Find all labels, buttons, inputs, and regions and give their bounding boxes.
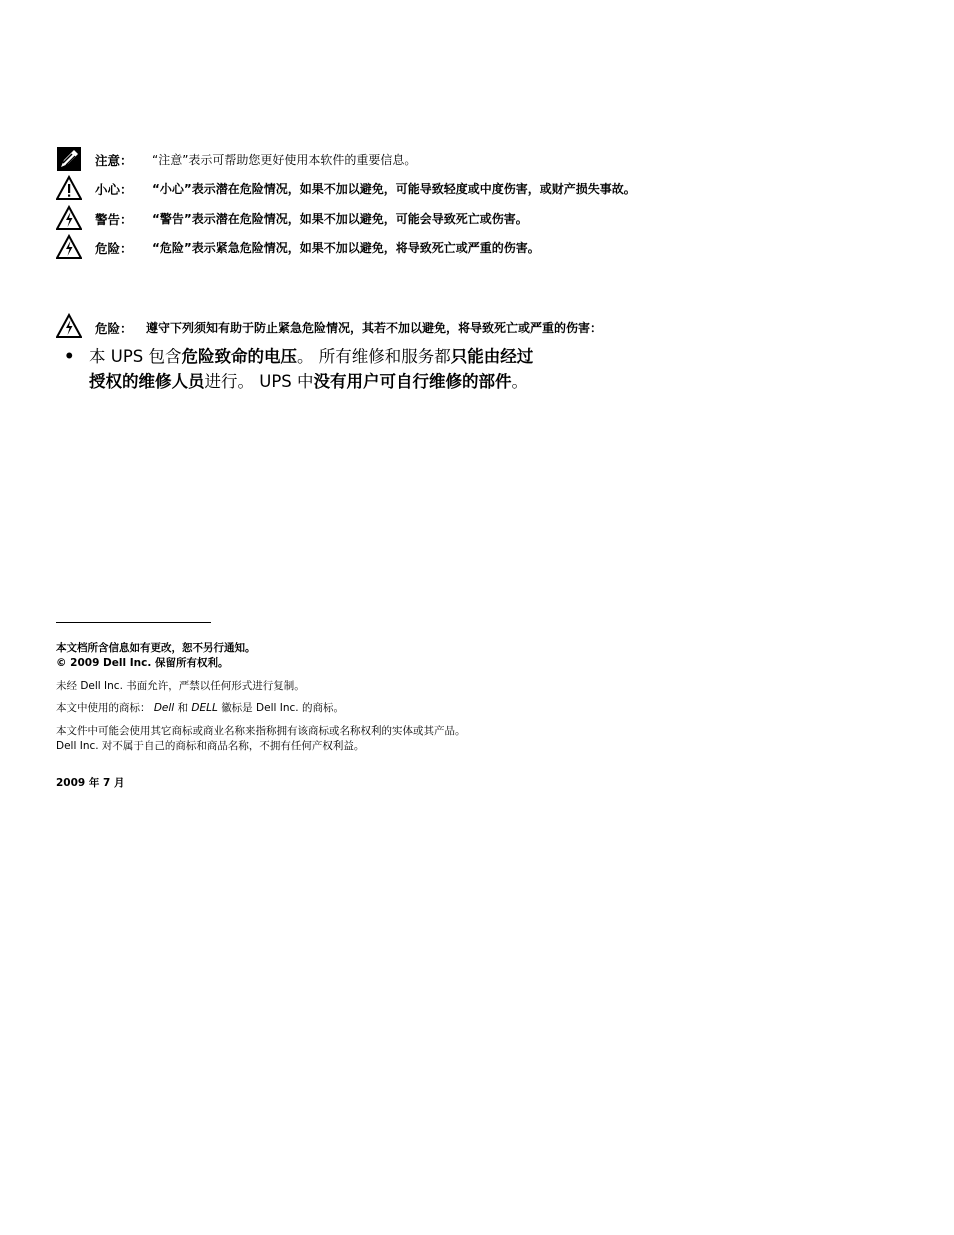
note-notice (56, 146, 936, 172)
bullet-line1-d: 只能由经过 (450, 347, 534, 366)
danger-notice (56, 234, 936, 260)
warning-label: 警告： (95, 212, 133, 227)
danger-safety-block (56, 313, 936, 341)
caution-text: “小心”表示潜在危险情况，如果不加以避免，可能导致轻度或中度伤害，或财产损失事故。 (152, 182, 636, 196)
warning-text: “警告”表示潜在危险情况，如果不加以避免，可能会导致死亡或伤害。 (152, 212, 528, 226)
footer-reproduction: 未经 Dell Inc. 书面允许，严禁以任何形式进行复制。 (56, 680, 305, 692)
danger-block-text: 遵守下列须知有助于防止紧急危险情况，其若不加以避免，将导致死亡或严重的伤害： (146, 321, 603, 335)
bullet-line1-b: 危险致命的电压 (181, 347, 297, 366)
danger-lightning-icon (56, 234, 82, 260)
trademark-dell: Dell (153, 702, 175, 714)
trademark-owner: 徽标是 Dell Inc. 的商标。 (221, 702, 344, 714)
caution-notice (56, 175, 936, 201)
bullet-text (89, 344, 533, 394)
footer-trademarks (56, 700, 344, 715)
footer-other-trademarks: 本文件中可能会使用其它商标或商业名称来指称拥有该商标或名称权利的实体或其产品。 (56, 725, 466, 737)
trademark-dell-logo: DELL (191, 702, 218, 714)
note-text: “注意”表示可帮助您更好使用本软件的重要信息。 (152, 153, 417, 167)
pencil-note-icon (56, 146, 82, 172)
trademark-and: 和 (177, 702, 189, 714)
danger-text: “危险”表示紧急危险情况，如果不加以避免，将导致死亡或严重的伤害。 (152, 241, 540, 255)
bullet-line2-b: 进行。 UPS 中 (204, 372, 314, 391)
caution-triangle-icon (56, 175, 82, 201)
footer-disclaimer: Dell Inc. 对不属于自己的商标和商品名称，不拥有任何产权利益。 (56, 740, 365, 752)
bullet-symbol: • (64, 347, 75, 366)
note-label: 注意： (95, 153, 133, 168)
bullet-line2-d: 。 (511, 372, 528, 391)
warning-lightning-icon (56, 205, 82, 231)
caution-label: 小心： (95, 182, 133, 197)
warning-notice (56, 205, 936, 231)
trademark-intro: 本文中使用的商标： (56, 702, 151, 714)
footer-copyright: © 2009 Dell Inc. 保留所有权利。 (56, 657, 229, 669)
bullet-line2-a: 授权的维修人员 (89, 372, 205, 391)
bullet-line-2 (89, 369, 533, 394)
bullet-line2-c: 没有用户可自行维修的部件 (313, 372, 512, 391)
bullet-line1-c: 。 所有维修和服务都 (297, 347, 451, 366)
footer-change-notice: 本文档所含信息如有更改，恕不另行通知。 (56, 642, 256, 654)
footer-date: 2009 年 7 月 (56, 777, 125, 789)
bullet-line-1 (89, 344, 533, 369)
footer-divider (56, 622, 211, 623)
danger-label: 危险： (95, 241, 133, 256)
danger-lightning-icon (56, 313, 82, 339)
danger-block-label: 危险： (95, 321, 133, 336)
bullet-line1-a: 本 UPS 包含 (89, 347, 182, 366)
